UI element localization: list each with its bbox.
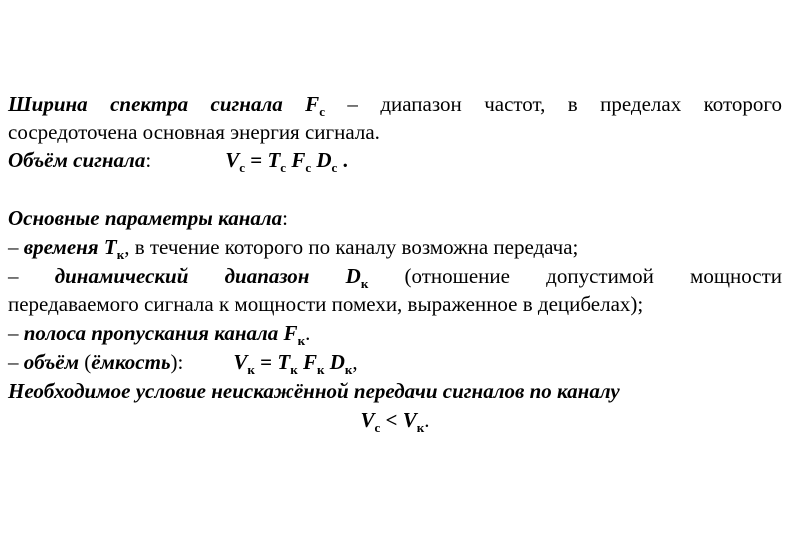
- signal-volume-colon: :: [145, 148, 152, 172]
- list-item-time: [8, 233, 782, 264]
- formula-D: D: [316, 148, 332, 172]
- symbol-F: F: [305, 92, 320, 116]
- list-item-dynamic-range-line1: [8, 262, 782, 293]
- formula-F-subscript: с: [305, 160, 312, 175]
- channel-parameters-colon: :: [282, 206, 288, 230]
- time-description: , в течение которого по каналу возможна передача;: [124, 235, 579, 259]
- formula-channel-F: F: [302, 350, 317, 374]
- term-time: временя T: [23, 235, 117, 259]
- term-bandwidth: полоса пропускания канала F: [23, 321, 298, 345]
- condition-end: .: [424, 408, 430, 432]
- formula-F: F: [291, 148, 306, 172]
- necessary-condition-text: [8, 377, 782, 405]
- paragraph-spectrum-width-line2: сосредоточена основная энергия сигнала.: [8, 120, 380, 144]
- term-bandwidth-subscript: к: [297, 333, 306, 348]
- condition-V-signal-subscript: с: [374, 420, 381, 435]
- list-item-dynamic-range-line2: передаваемого сигнала к мощности помехи, выраженное в децибелах);: [8, 292, 644, 316]
- formula-channel-T-subscript: к: [290, 362, 298, 377]
- paren-close: ):: [170, 350, 184, 374]
- formula-channel-V-subscript: к: [247, 362, 255, 377]
- term-dynamic-range: динамический диапазон D: [54, 264, 361, 288]
- term-time-subscript: к: [116, 247, 125, 262]
- formula-equals: =: [244, 148, 268, 172]
- formula-channel-V: V: [233, 350, 248, 374]
- formula-channel-D-subscript: к: [344, 362, 353, 377]
- condition-less-than: <: [380, 408, 403, 432]
- necessary-condition: Необходимое условие неискажённой передачи сигналов по каналу: [8, 379, 620, 403]
- formula-end: .: [337, 148, 348, 172]
- list-dash: –: [8, 321, 24, 345]
- formula-channel-equals: =: [254, 350, 278, 374]
- condition-V-channel: V: [402, 408, 417, 432]
- formula-channel-end: ,: [352, 350, 358, 374]
- bandwidth-end: .: [305, 321, 311, 345]
- term-capacity: ёмкость: [91, 350, 171, 374]
- formula-V: V: [225, 148, 240, 172]
- list-item-channel-volume: [8, 348, 782, 379]
- formula-D-subscript: с: [331, 160, 338, 175]
- term-spectrum-width: Ширина спектра сигнала: [8, 92, 283, 116]
- spectrum-definition-text: – диапазон частот, в пределах которого: [324, 92, 783, 116]
- channel-parameters-heading: [8, 204, 782, 232]
- list-dash: –: [8, 235, 24, 259]
- condition-V-signal: V: [360, 408, 375, 432]
- term-channel-volume: объём: [23, 350, 79, 374]
- list-dash: –: [8, 350, 24, 374]
- paragraph-signal-volume: [8, 146, 782, 177]
- channel-parameters-title: Основные параметры канала: [8, 206, 283, 230]
- formula-channel-D: D: [329, 350, 345, 374]
- formula-channel-T: T: [277, 350, 291, 374]
- formula-V-subscript: с: [239, 160, 245, 175]
- formula-channel-F-subscript: к: [316, 362, 325, 377]
- symbol-F-subscript: с: [319, 104, 325, 119]
- list-dash: –: [8, 264, 55, 288]
- formula-T: T: [267, 148, 281, 172]
- term-dynamic-range-subscript: к: [360, 276, 369, 291]
- list-item-bandwidth: [8, 319, 782, 350]
- term-signal-volume: Объём сигнала: [8, 148, 146, 172]
- condition-V-channel-subscript: к: [416, 420, 425, 435]
- condition-formula: [8, 406, 782, 437]
- paragraph-spectrum-width-line1: [8, 90, 782, 121]
- dynamic-range-description: (отношение допустимой мощности: [368, 264, 782, 288]
- paren-open: (: [78, 350, 92, 374]
- formula-T-subscript: с: [280, 160, 287, 175]
